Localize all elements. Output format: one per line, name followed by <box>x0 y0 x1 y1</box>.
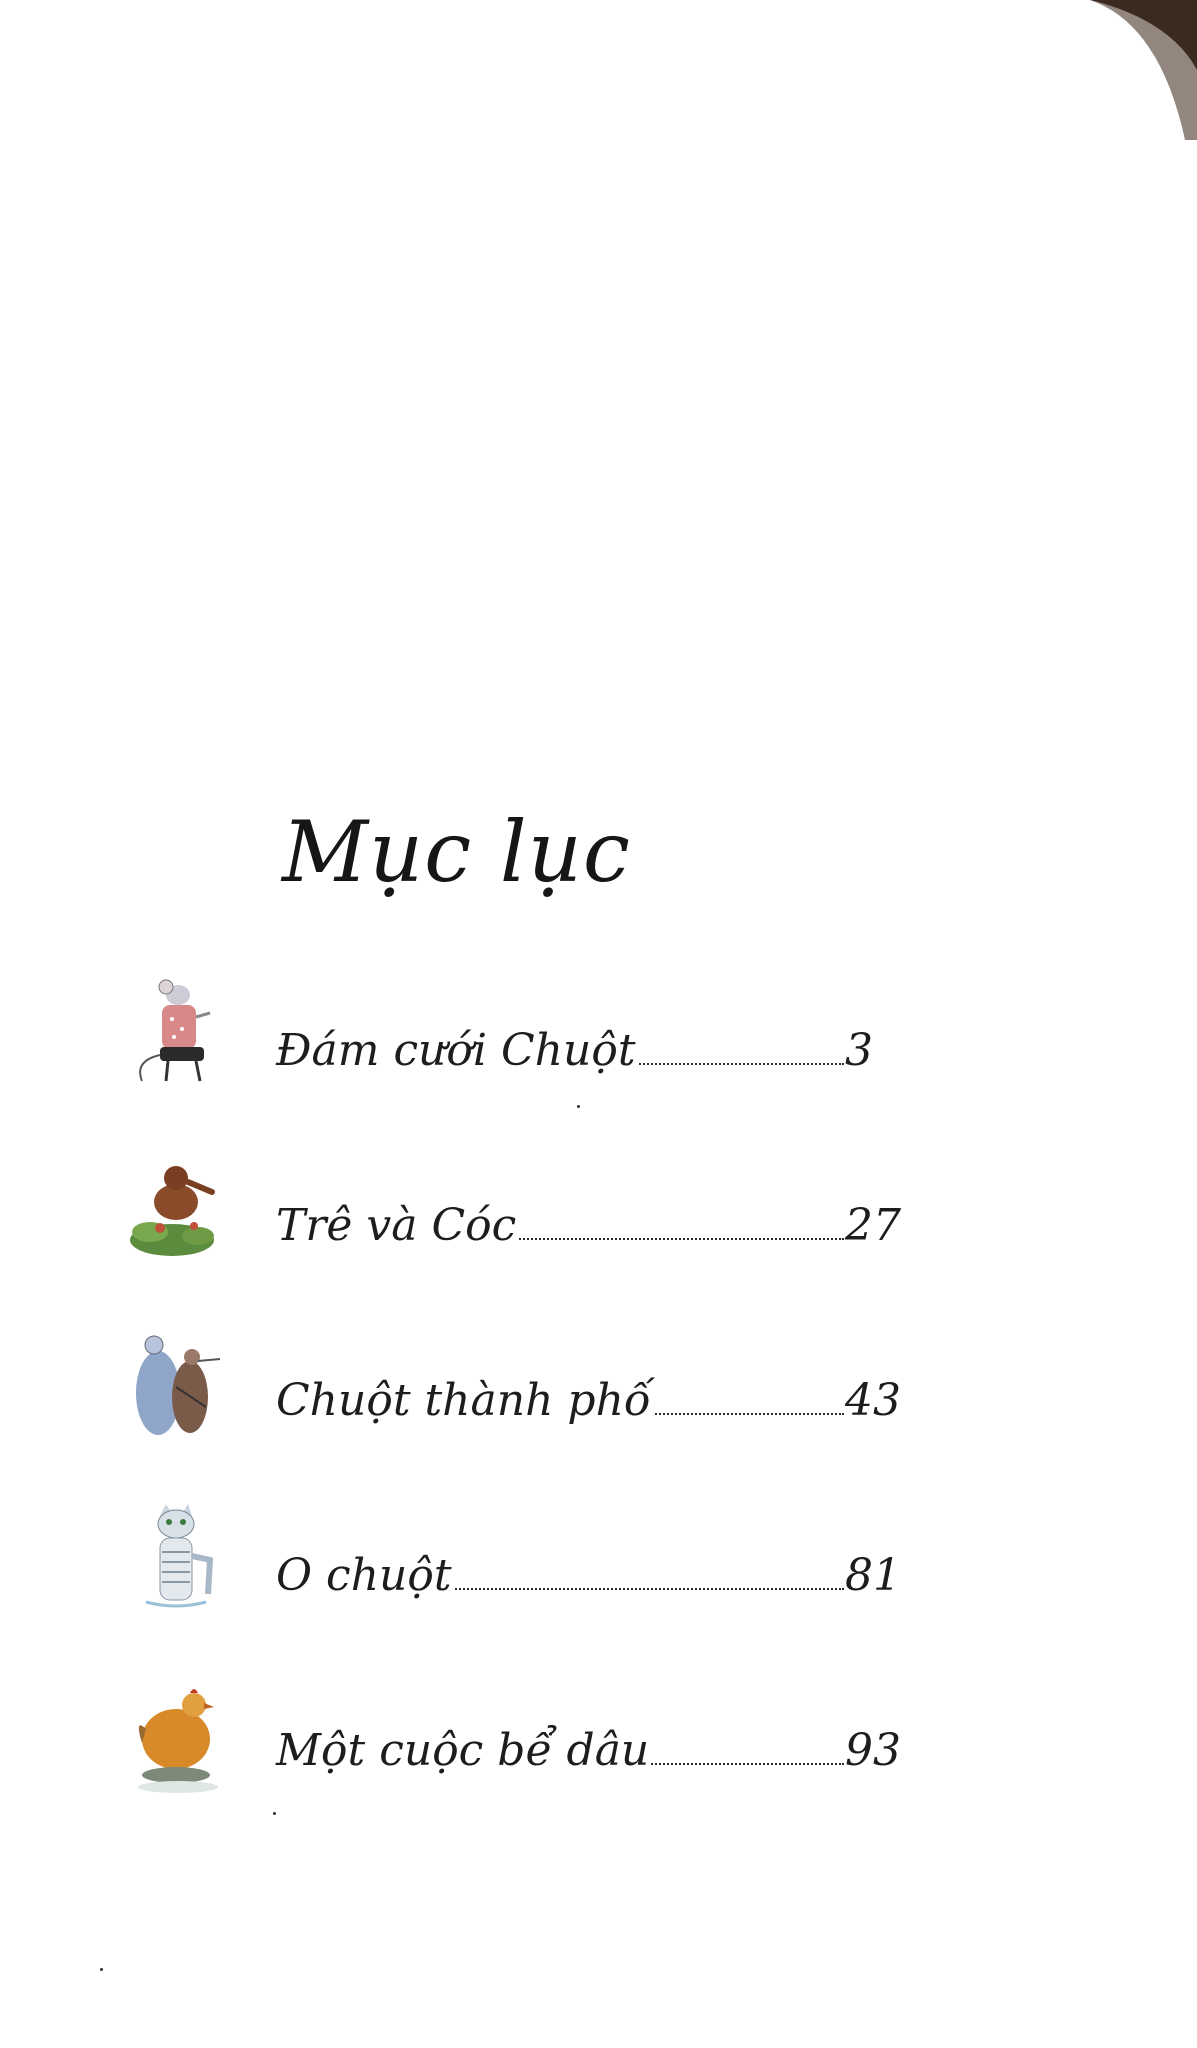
two-mice-icon <box>120 1327 230 1447</box>
toad-on-lilypads-icon <box>120 1152 230 1272</box>
toc-entry[interactable] <box>0 1685 1197 1825</box>
mouse-bride-icon <box>120 977 230 1097</box>
print-speck <box>273 1812 276 1815</box>
cat-icon <box>120 1502 230 1622</box>
toc-entry-page: 3 <box>845 1025 873 1076</box>
toc-entry-title: Đám cưới Chuột <box>276 1025 636 1076</box>
hen-icon <box>120 1677 230 1797</box>
toc-entry-page: 93 <box>845 1725 901 1776</box>
toc-entry[interactable] <box>0 1335 1197 1475</box>
toc-entry-title: O chuột <box>276 1550 452 1601</box>
print-speck <box>100 1968 103 1971</box>
page-title: Mục lục <box>282 803 631 901</box>
toc-entry-page: 27 <box>845 1200 901 1251</box>
toc-entry[interactable] <box>0 1160 1197 1300</box>
toc-entry[interactable] <box>0 1510 1197 1650</box>
toc-entry-title: Trê và Cóc <box>276 1200 517 1251</box>
toc-entry-page: 81 <box>845 1550 901 1601</box>
toc-entry-page: 43 <box>845 1375 901 1426</box>
toc-entry-title: Một cuộc bể dâu <box>276 1725 650 1776</box>
page-corner-edge <box>0 0 1197 140</box>
toc-entry[interactable] <box>0 985 1197 1125</box>
toc-entry-title: Chuột thành phố <box>276 1375 651 1426</box>
print-speck <box>577 1105 580 1108</box>
